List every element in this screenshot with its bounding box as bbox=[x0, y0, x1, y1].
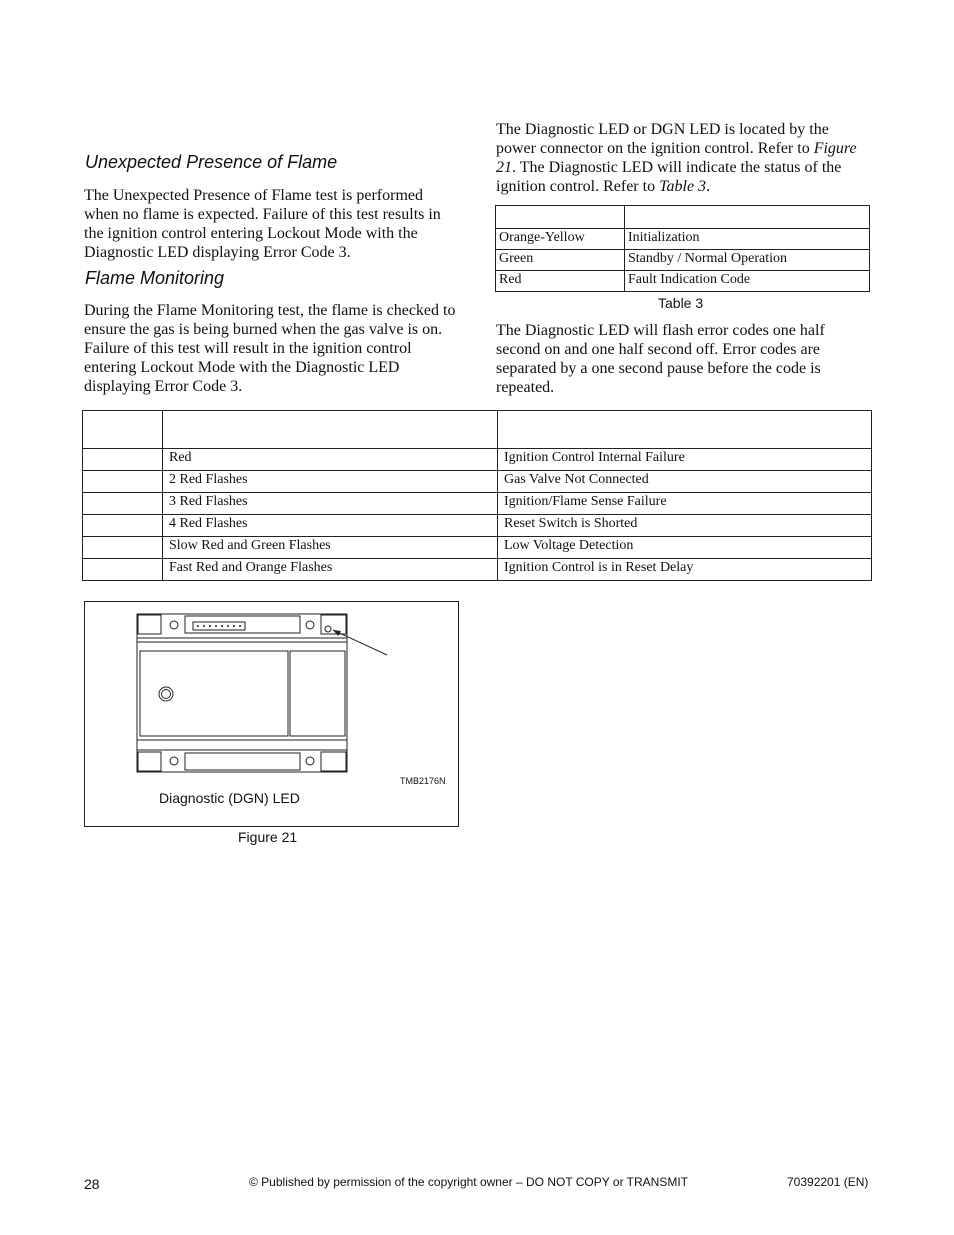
error-code-cell bbox=[83, 449, 163, 471]
led-indication-cell: 2 Red Flashes bbox=[163, 471, 498, 493]
table-header-cell bbox=[163, 411, 498, 449]
bottom-left-screw bbox=[170, 757, 178, 765]
dgn-led bbox=[325, 626, 331, 632]
table-reference: Table 3 bbox=[659, 178, 707, 195]
table-row bbox=[496, 271, 870, 292]
bottom-connector-bar bbox=[185, 753, 300, 770]
error-description-cell: Ignition Control Internal Failure bbox=[498, 449, 872, 471]
table-3-caption: Table 3 bbox=[658, 295, 704, 311]
intro-text-2: . The Diagnostic LED will indicate the status of the ignition control. Refer to bbox=[496, 159, 842, 195]
dgn-led-label: Diagnostic (DGN) LED bbox=[159, 790, 300, 806]
paragraph-dgn-led-intro bbox=[496, 120, 871, 196]
led-status-cell: Initialization bbox=[625, 229, 870, 250]
table-row bbox=[83, 537, 872, 559]
table-header-cell bbox=[625, 206, 870, 229]
error-code-cell bbox=[83, 537, 163, 559]
page-number: 28 bbox=[84, 1176, 100, 1192]
figure-reference: Figure 21 bbox=[496, 140, 857, 176]
paragraph-unexpected-flame: The Unexpected Presence of Flame test is performed when no flame is expected. Failure of this test results in the ignition control entering Lockout Mode with the Diagnostic LED displaying Error Code 3. bbox=[84, 187, 441, 261]
led-status-cell: Fault Indication Code bbox=[625, 271, 870, 292]
arrow-head bbox=[333, 630, 341, 636]
paragraph-flame-monitoring: During the Flame Monitoring test, the flame is checked to ensure the gas is being burned when the gas valve is on. Failure of this test will result in the ignition control entering Lockout Mode with the Diagnostic LED displaying Error Code 3. bbox=[84, 302, 456, 395]
bottom-left-tab bbox=[138, 752, 161, 771]
main-panel-right bbox=[290, 651, 345, 736]
error-description-cell: Reset Switch is Shorted bbox=[498, 515, 872, 537]
table-header-cell bbox=[498, 411, 872, 449]
error-code-cell bbox=[83, 515, 163, 537]
main-panel-left bbox=[140, 651, 288, 736]
table-3-led-status bbox=[495, 205, 870, 292]
top-right-screw bbox=[306, 621, 314, 629]
led-status-cell: Standby / Normal Operation bbox=[625, 250, 870, 271]
error-code-cell bbox=[83, 471, 163, 493]
top-left-screw bbox=[170, 621, 178, 629]
intro-text-3: . bbox=[706, 178, 711, 195]
error-description-cell: Gas Valve Not Connected bbox=[498, 471, 872, 493]
error-description-cell: Low Voltage Detection bbox=[498, 537, 872, 559]
error-code-cell bbox=[83, 559, 163, 581]
copyright-notice: © Published by permission of the copyright owner – DO NOT COPY or TRANSMIT bbox=[249, 1175, 689, 1189]
table-row bbox=[83, 515, 872, 537]
led-indication-cell: Slow Red and Green Flashes bbox=[163, 537, 498, 559]
intro-text-1: The Diagnostic LED or DGN LED is located by the power connector on the ignition control. Refer to bbox=[496, 121, 829, 157]
error-description-cell: Ignition/Flame Sense Failure bbox=[498, 493, 872, 515]
error-code-cell bbox=[83, 493, 163, 515]
table-row bbox=[83, 449, 872, 471]
table-row bbox=[83, 493, 872, 515]
led-indication-cell: Red bbox=[163, 449, 498, 471]
led-indication-cell: 4 Red Flashes bbox=[163, 515, 498, 537]
led-indication-cell: 3 Red Flashes bbox=[163, 493, 498, 515]
led-color-cell: Orange-Yellow bbox=[496, 229, 625, 250]
led-color-cell: Red bbox=[496, 271, 625, 292]
document-id: 70392201 (EN) bbox=[787, 1175, 869, 1189]
power-connector bbox=[193, 622, 245, 630]
led-color-cell: Green bbox=[496, 250, 625, 271]
error-description-cell: Ignition Control is in Reset Delay bbox=[498, 559, 872, 581]
figure-21-caption: Figure 21 bbox=[238, 829, 298, 845]
heading-flame-monitoring: Flame Monitoring bbox=[85, 268, 225, 288]
dgn-led-housing bbox=[321, 615, 346, 634]
led-indication-cell: Fast Red and Orange Flashes bbox=[163, 559, 498, 581]
table-row bbox=[83, 559, 872, 581]
top-left-tab bbox=[138, 615, 161, 634]
table-header-cell bbox=[83, 411, 163, 449]
figure-21-box bbox=[84, 601, 459, 827]
drawing-code: TMB2176N bbox=[400, 776, 446, 786]
table-row bbox=[496, 229, 870, 250]
table-header-cell bbox=[496, 206, 625, 229]
bottom-right-screw bbox=[306, 757, 314, 765]
error-code-table bbox=[82, 410, 872, 581]
bottom-right-tab bbox=[321, 752, 346, 771]
table-row bbox=[83, 471, 872, 493]
mounting-knob-inner bbox=[162, 690, 171, 699]
table-row bbox=[496, 250, 870, 271]
heading-unexpected-flame: Unexpected Presence of Flame bbox=[85, 152, 338, 172]
paragraph-error-flash: The Diagnostic LED will flash error codes one half second on and one half second off. Error codes are separated by a one second pause before the code is repeated. bbox=[496, 322, 825, 396]
table-header-row bbox=[496, 206, 870, 229]
table-header-row bbox=[83, 411, 872, 449]
